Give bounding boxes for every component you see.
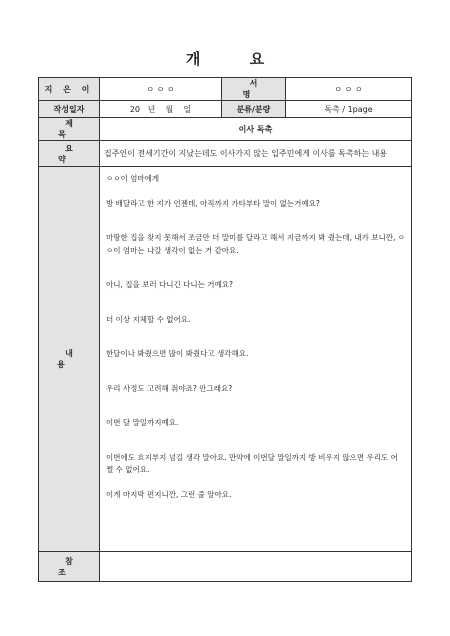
content-paragraph: 한달이나 봐줬으면 많이 봐줬다고 생각해요.	[106, 349, 249, 358]
page-title: 개 요	[185, 50, 287, 68]
summary-row	[39, 141, 412, 167]
summary-label: 요 약	[39, 141, 100, 167]
content-paragraph: 방 배달라고 한 지가 언젠데, 아직까지 가타부타 말이 없는거예요?	[106, 198, 320, 208]
category-value: 독촉 / 1page	[286, 101, 412, 118]
content-body	[100, 167, 412, 552]
content-paragraph: 아니, 집을 보러 다니긴 다니는 거예요?	[106, 280, 233, 289]
content-row	[39, 167, 412, 552]
content-paragraph: 우리 사정도 고려해 줘야죠? 안그래요?	[106, 383, 233, 393]
content-paragraph: 이번 달 말일까지예요.	[106, 418, 179, 427]
document-form	[38, 77, 412, 582]
date-value: 20 년 월 일	[100, 101, 222, 118]
date-row	[39, 101, 412, 118]
subject-row	[39, 118, 412, 141]
author-value: ㅇ ㅇ ㅇ	[100, 78, 222, 101]
signature-value: ㅇ ㅇ ㅇ	[286, 78, 412, 101]
content-paragraph: 더 이상 지체할 수 없어요.	[106, 314, 191, 324]
category-label: 분류/분량	[222, 101, 286, 118]
subject-label: 제 목	[39, 118, 100, 141]
summary-value: 집주인이 전세기간이 지났는데도 이사가지 않는 입주민에게 이사를 독촉하는 내용	[100, 141, 412, 167]
content-label: 내 용	[39, 167, 100, 552]
content-paragraph: 마땅한 집을 찾지 못해서 조금만 더 말미를 달라고 해서 지금까지 봐 줬는데, 내가 보니깐, ㅇㅇ이 엄마는 나갈 생각이 없는 거 같아요.	[106, 233, 405, 255]
content-paragraph: 이게 마지막 편지니깐, 그런 줄 알아요.	[106, 489, 232, 499]
date-label: 작성일자	[39, 101, 100, 118]
content-paragraph: ㅇㅇ이 엄마에게	[106, 174, 160, 183]
reference-value	[100, 552, 412, 582]
author-row	[39, 78, 412, 101]
reference-label: 참 조	[39, 552, 100, 582]
signature-label: 서 명	[222, 78, 286, 101]
reference-row	[39, 552, 412, 582]
subject-value: 이사 독촉	[100, 118, 412, 141]
content-paragraph: 이번에도 흐지부지 넘길 생각 말아요. 만약에 이번달 말일까지 방 비우지 않으면 우리도 어쩔 수 없어요.	[106, 452, 398, 474]
author-label: 지 은 이	[39, 78, 100, 101]
